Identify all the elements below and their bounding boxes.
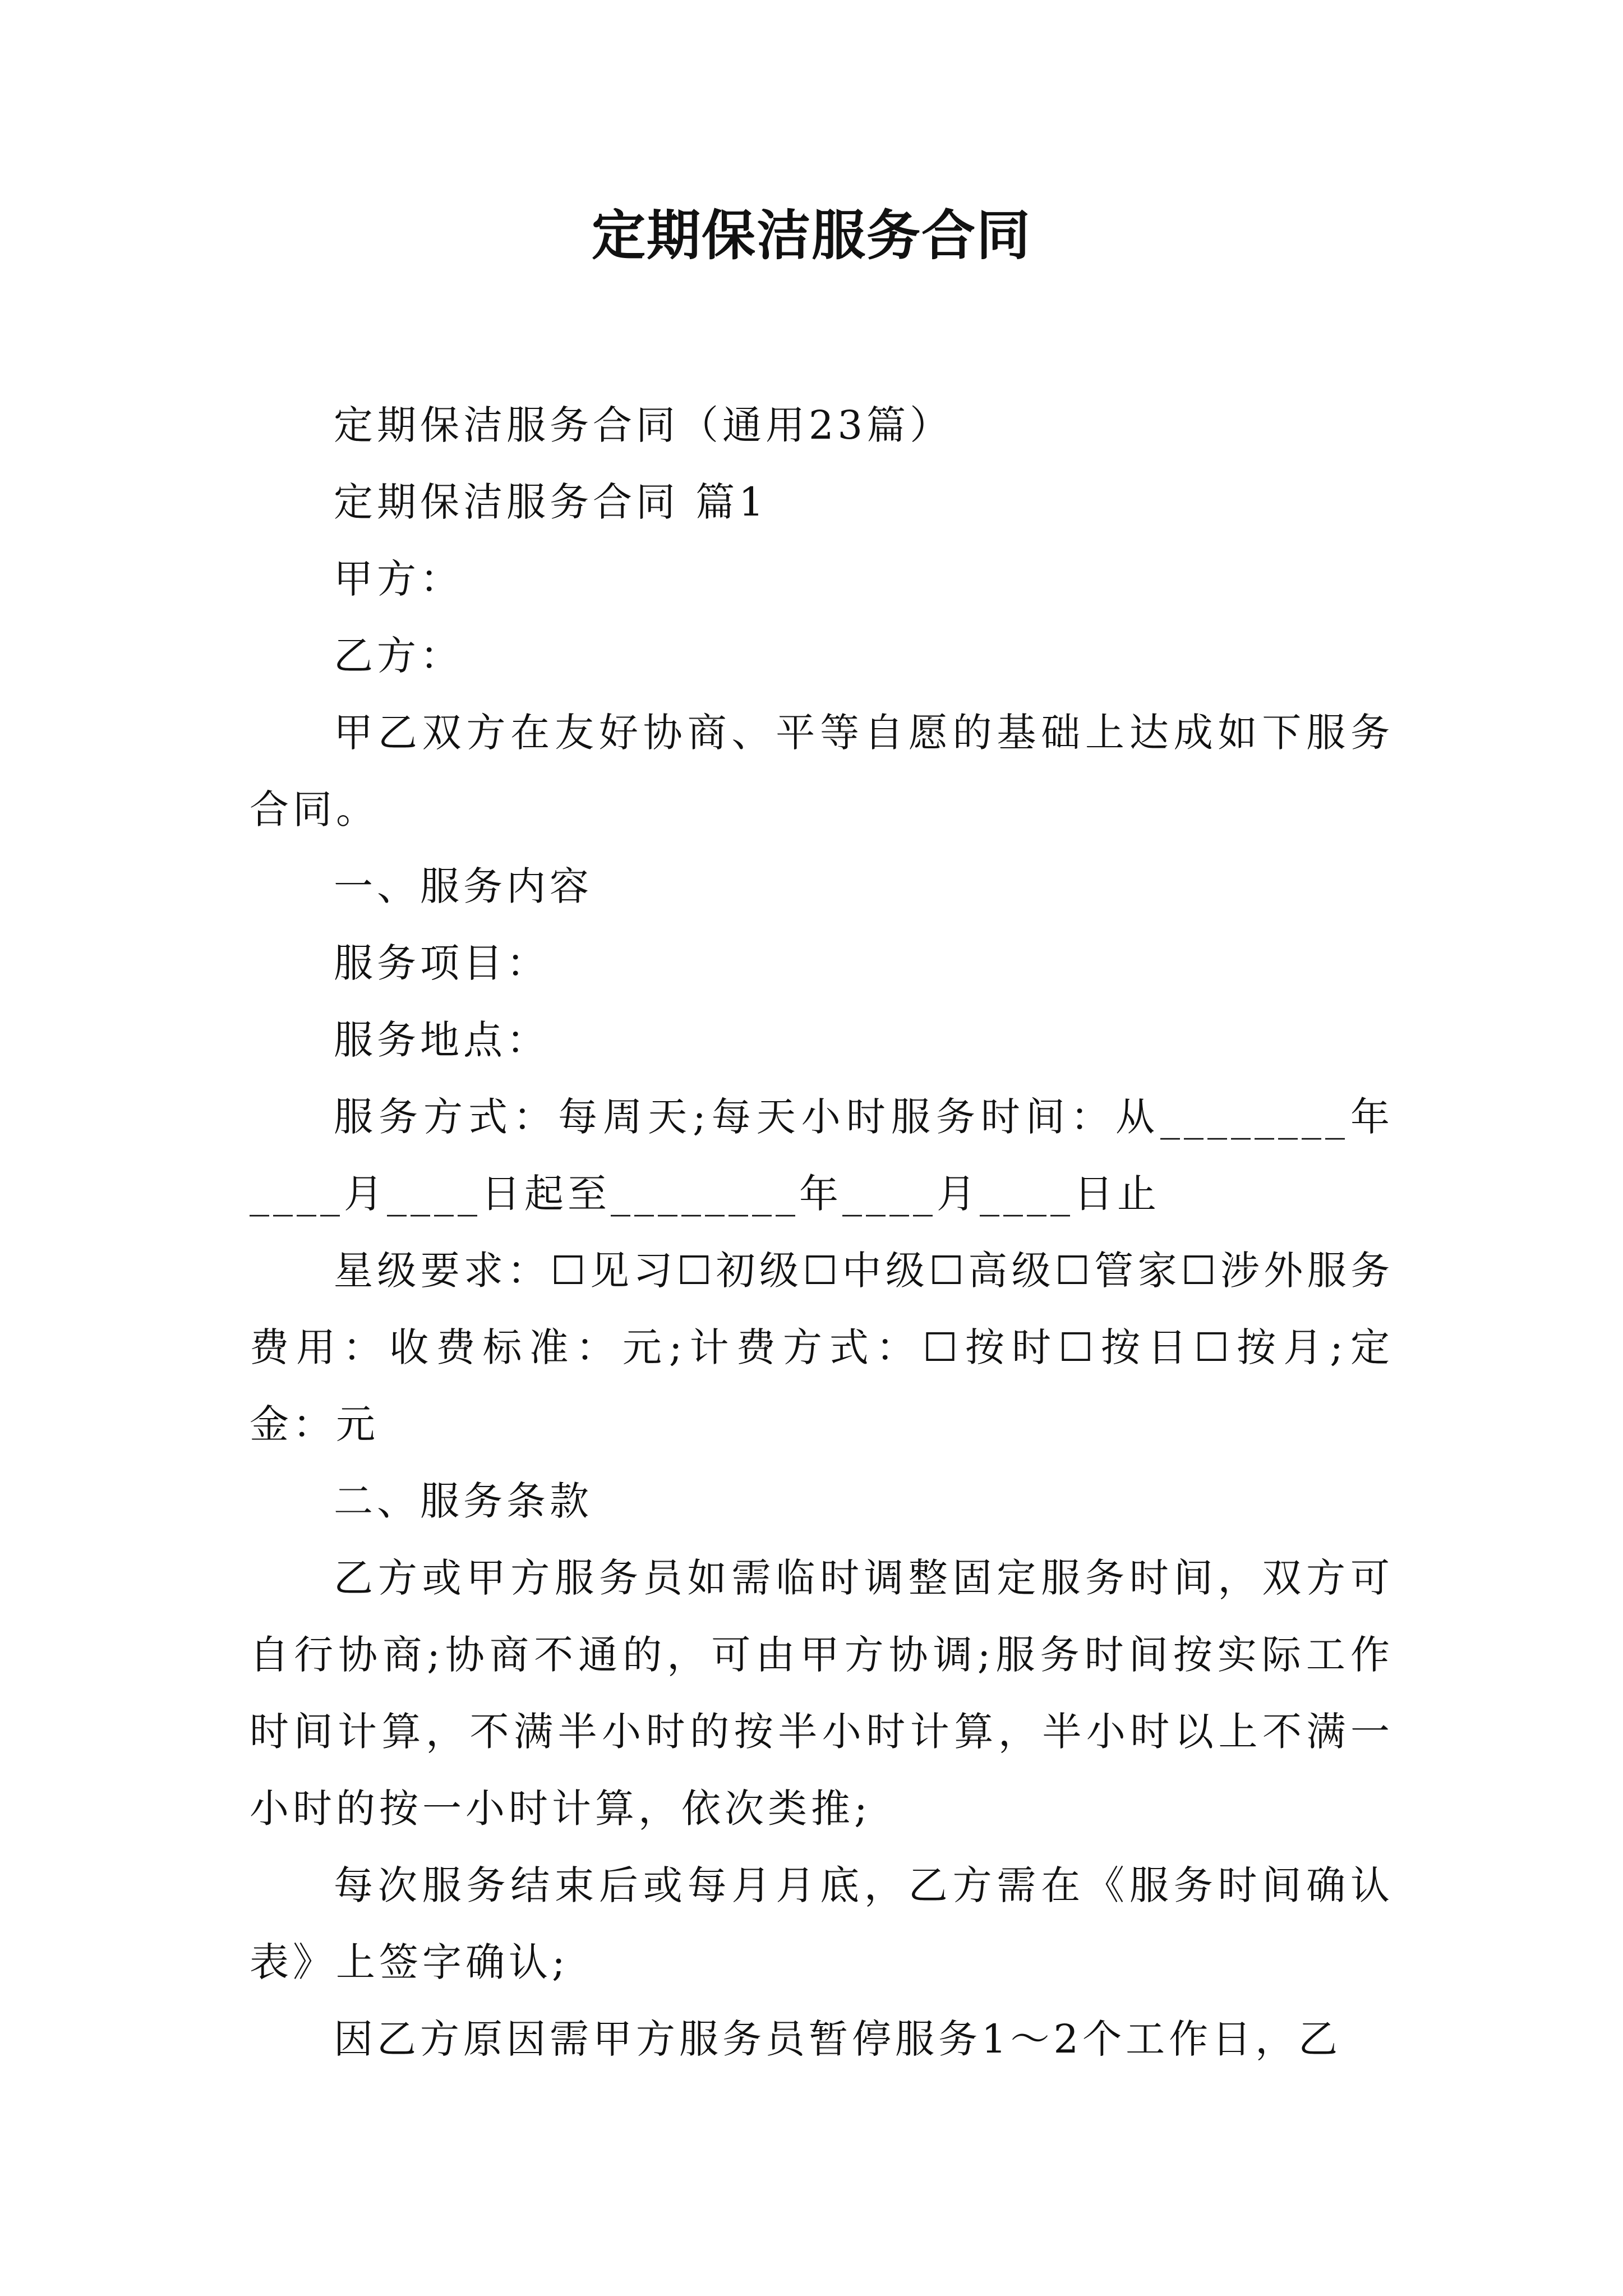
paragraph-star-level: 星级要求：☐见习☐初级☐中级☐高级☐管家☐涉外服务费用：收费标准：元;计费方式：☐按时☐按日☐按月;定金：元 [250, 1248, 1394, 1447]
paragraph-heading-service-terms: 二、服务条款 [334, 1478, 593, 1524]
paragraph-party-b: 乙方： [334, 633, 463, 679]
document-body [250, 387, 1394, 2078]
paragraph-party-a: 甲方： [334, 556, 463, 602]
paragraph-term-confirmation: 每次服务结束后或每月月底，乙方需在《服务时间确认表》上签字确认; [250, 1862, 1394, 1985]
paragraph-heading-service-content: 一、服务内容 [334, 863, 593, 909]
document-title: 定期保洁服务合同 [592, 204, 1031, 267]
paragraph-section-heading: 定期保洁服务合同 篇1 [334, 479, 768, 525]
paragraph-service-location: 服务地点： [334, 1017, 550, 1063]
paragraph-subtitle: 定期保洁服务合同（通用23篇） [334, 402, 953, 448]
paragraph-service-mode: 服务方式：每周天;每天小时服务时间：从________年____月____日起至________年____月____日止 [250, 1094, 1394, 1217]
paragraph-term-suspension: 因乙方原因需甲方服务员暂停服务1～2个工作日，乙 [334, 2016, 1342, 2062]
paragraph-agreement: 甲乙双方在友好协商、平等自愿的基础上达成如下服务合同。 [250, 710, 1394, 832]
paragraph-service-item: 服务项目： [334, 940, 550, 986]
paragraph-term-adjust-time: 乙方或甲方服务员如需临时调整固定服务时间，双方可自行协商;协商不通的，可由甲方协调;服务时间按实际工作时间计算，不满半小时的按半小时计算，半小时以上不满一小时的按一小时计算，依次类推; [250, 1555, 1394, 1832]
